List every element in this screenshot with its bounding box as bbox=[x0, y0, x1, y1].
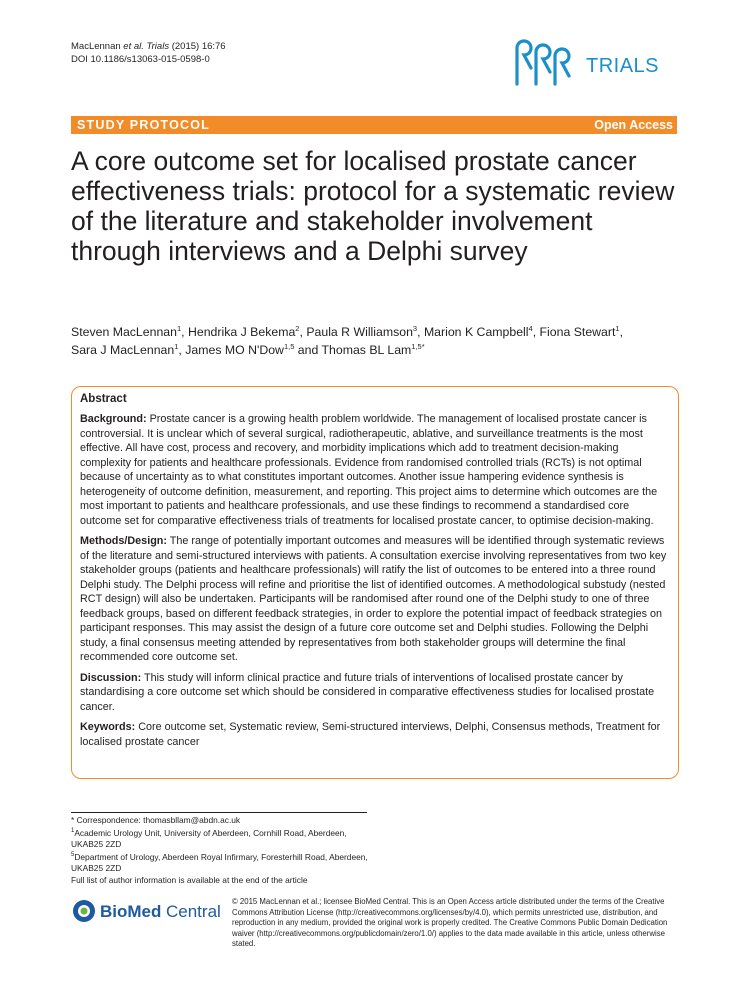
journal-name: Trials bbox=[146, 41, 170, 52]
license-text: © 2015 MacLennan et al.; licensee BioMed Central. This is an Open Access article distributed under the terms of the Creative Commons Attribution License (http://creativecommons.org/licenses/by/4.0), which permits unrestricted use, distribution, and reproduction in any medium, provided the original work is properly credited. The Creative Commons Public Domain Dedication waiver (http://creativecommons.org/publicdomain/zero/1.0/) applies to the data made available in this article, unless otherwise stated. bbox=[232, 897, 668, 948]
author[interactable]: Fiona Stewart bbox=[539, 325, 616, 339]
citation-volume: (2015) 16:76 bbox=[171, 41, 226, 52]
footnotes bbox=[71, 815, 371, 886]
author-affiliation: 4 bbox=[528, 323, 533, 333]
citation-authors: MacLennan bbox=[71, 41, 121, 52]
abstract-keywords: Keywords: Core outcome set, Systematic review, Semi-structured interviews, Delphi, Consensus methods, Treatment for localised prostate cancer bbox=[80, 721, 661, 748]
abstract-discussion: Discussion: This study will inform clinical practice and future trials of interventions of localised prostate cancer by standardising a core outcome set which should be considered in comparative effectiveness studies for localised prostate cancer. bbox=[80, 671, 655, 713]
citation-header bbox=[71, 40, 226, 66]
author[interactable]: Hendrika J Bekema bbox=[187, 325, 296, 339]
author-affiliation: 3 bbox=[412, 323, 418, 333]
author-info-note: Full list of author information is available at the end of the article bbox=[71, 874, 308, 885]
abstract-heading: Abstract bbox=[80, 393, 127, 405]
author[interactable]: Steven MacLennan bbox=[71, 325, 177, 339]
affiliation-5: $^5$Department of Urology, Aberdeen Royal Infirmary, Foresterhill Road, Aberdeen, UKAB25 2ZD bbox=[71, 852, 368, 874]
doi[interactable]: DOI 10.1186/s13063-015-0598-0 bbox=[71, 54, 210, 65]
author-list: Steven MacLennan$^1$, Hendrika J Bekema$^2$, Paula R Williamson$^3$, Marion K Campbell$^4$, Fiona Stewart$^1$, Sara J MacLennan$^1$, James MO N'Dow$^{1,5}$ and Thomas BL Lam$^{1,5*}$ bbox=[71, 323, 623, 357]
trials-logo-text: TRIALS bbox=[586, 55, 660, 77]
author-affiliation: 2 bbox=[295, 323, 300, 333]
central-logo-word: Central bbox=[166, 902, 221, 921]
author[interactable]: Sara J MacLennan bbox=[71, 343, 175, 357]
abstract-methods: Methods/Design: The range of potentially important outcomes and measures will be identified through systematic reviews of the literature and semi-structured interviews with patients. A consultation exercise involving representatives from two key stakeholder groups (patients and healthcare professionals) will ratify the list of outcomes to be entered into a three round Delphi study. The Delphi process will refine and prioritise the list of identified outcomes. A methodological substudy (nested RCT design) will also be undertaken. Participants will be randomised after round one of the Delphi study to one of three feedback groups, based on different feedback strategies, in order to explore the potential impact of feedback strategies on participant responses. This may assist the design of a future core outcome set and Delphi studies. Following the Delphi study, a final consensus meeting attended by representatives from both stakeholder groups will determine the final recommended core outcome set. bbox=[80, 535, 667, 663]
abstract-background: Background: Prostate cancer is a growing health problem worldwide. The management of localised prostate cancer is controversial. It is unclear which of several surgical, radiotherapeutic, ablative, and surveillance treatments is the most effective. All have cost, process and recovery, and morbidity implications which add to treatment decision-making complexity for patients and healthcare professionals. Evidence from randomised controlled trials (RCTs) is not optimal because of uncertainty as to what constitutes important outcomes. Another issue hampering evidence synthesis is heterogeneity of outcome definition, measurement, and reporting. This project aims to determine which outcomes are the most important to patients and healthcare professionals, and use these findings to recommend a standardised core outcome set for comparative effectiveness trials of treatments for localised prostate cancer, to optimise decision-making. bbox=[80, 413, 658, 527]
affiliation-1: $^1$Academic Urology Unit, University of Aberdeen, Cornhill Road, Aberdeen, UKAB25 2ZD bbox=[71, 828, 347, 850]
open-access-label: Open Access bbox=[594, 118, 673, 132]
correspondence[interactable]: * Correspondence: thomasbllam@abdn.ac.uk bbox=[71, 815, 241, 825]
citation-line bbox=[71, 40, 226, 53]
article-title: A core outcome set for localised prostate cancer effectiveness trials: protocol for a systematic review of the literature and stakeholder involvement through interviews and a Delphi survey bbox=[71, 146, 675, 266]
citation-etal: et al. bbox=[123, 41, 144, 52]
author[interactable]: Paula R Williamson bbox=[306, 325, 413, 339]
footnote-divider bbox=[71, 812, 367, 813]
author-affiliation: 1,5 bbox=[283, 341, 295, 351]
author-affiliation: 1 bbox=[615, 323, 620, 333]
author-affiliation: 1 bbox=[176, 323, 182, 333]
author-affiliation: 1,5* bbox=[411, 341, 425, 351]
author[interactable]: Marion K Campbell bbox=[423, 325, 529, 339]
abstract-box bbox=[71, 386, 679, 779]
article-type-banner bbox=[71, 116, 677, 134]
article-type: STUDY PROTOCOL bbox=[77, 118, 211, 132]
biomed-logo-word: BioMed bbox=[100, 902, 162, 921]
author[interactable]: Thomas BL Lam bbox=[321, 343, 412, 357]
biomed-central-logo-icon bbox=[71, 898, 221, 924]
author-affiliation: 1 bbox=[174, 341, 179, 351]
author[interactable]: James MO N'Dow bbox=[185, 343, 284, 357]
